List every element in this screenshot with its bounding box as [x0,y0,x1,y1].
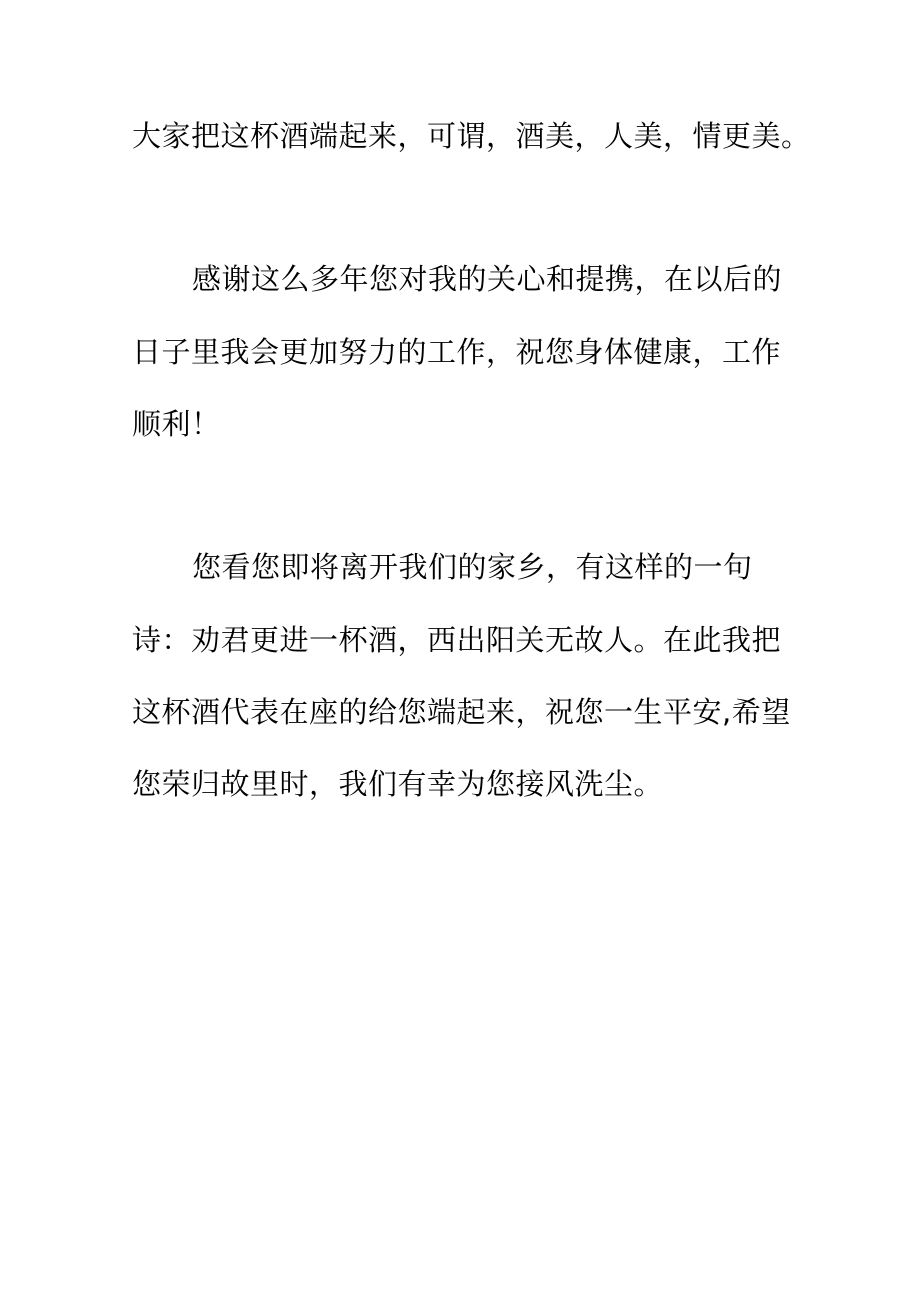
paragraph-2-line-3: 顺利！ [132,407,221,441]
paragraph-3-line-4: 您荣归故里时，我们有幸为您接风洗尘。 [132,767,664,801]
paragraph-3-line-1: 您看您即将离开我们的家乡，有这样的一句 [192,550,753,584]
paragraph-2-line-2: 日子里我会更加努力的工作，祝您身体健康，工作 [132,335,782,369]
paragraph-2-line-1: 感谢这么多年您对我的关心和提携，在以后的 [192,262,783,296]
paragraph-3-line-2: 诗：劝君更进一杯酒，西出阳关无故人。在此我把 [132,623,782,657]
paragraph-3-line-3: 这杯酒代表在座的给您端起来，祝您一生平安,希望 [132,695,791,729]
paragraph-1-line-1: 大家把这杯酒端起来，可谓，酒美，人美，情更美。 [132,119,811,153]
